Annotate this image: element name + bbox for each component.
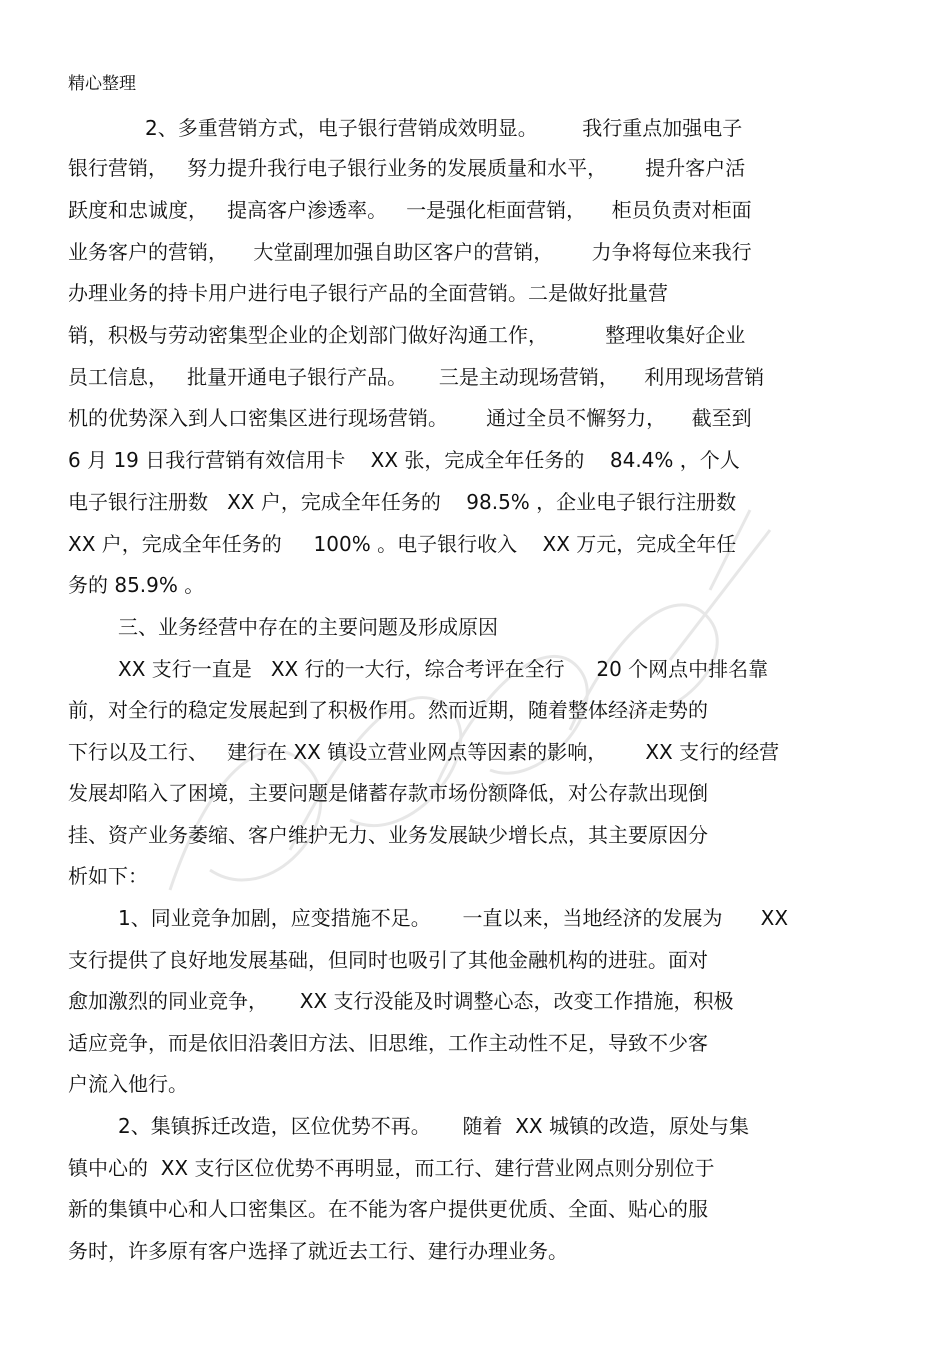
text-line: XX 户，完成全年任务的 100% 。电子银行收入 XX 万元，完成全年任 [68, 532, 737, 556]
page-header: 精心整理 [68, 74, 136, 94]
text-line: 6 月 19 日我行营销有效信用卡 XX 张，完成全年任务的 84.4% ，个人 [68, 448, 740, 472]
text-line: 愈加激烈的同业竞争， XX 支行没能及时调整心态，改变工作措施，积极 [68, 989, 734, 1013]
text-line: 镇中心的 XX 支行区位优势不再明显，而工行、建行营业网点则分别位于 [68, 1156, 715, 1180]
text-line: 下行以及工行、 建行在 XX 镇设立营业网点等因素的影响， XX 支行的经营 [68, 740, 780, 764]
text-line: 2、集镇拆迁改造，区位优势不再。 随着 XX 城镇的改造，原处与集 [118, 1114, 749, 1138]
text-line: 务时，许多原有客户选择了就近去工行、建行办理业务。 [68, 1239, 568, 1263]
text-line: 支行提供了良好地发展基础，但同时也吸引了其他金融机构的进驻。面对 [68, 948, 708, 972]
text-line: 析如下： [68, 864, 148, 888]
text-line: 户流入他行。 [68, 1072, 188, 1096]
text-line: 新的集镇中心和人口密集区。在不能为客户提供更优质、全面、贴心的服 [68, 1197, 708, 1221]
text-line: 机的优势深入到人口密集区进行现场营销。 通过全员不懈努力， 截至到 [68, 406, 752, 430]
text-line: 务的 85.9% 。 [68, 573, 205, 597]
text-line: 销，积极与劳动密集型企业的企划部门做好沟通工作， 整理收集好企业 [68, 323, 746, 347]
text-line: 适应竞争，而是依旧沿袭旧方法、旧思维，工作主动性不足，导致不少客 [68, 1031, 708, 1055]
text-line: 发展却陷入了困境，主要问题是储蓄存款市场份额降低，对公存款出现倒 [68, 781, 708, 805]
text-line: 1、同业竞争加剧，应变措施不足。 一直以来，当地经济的发展为 XX [118, 906, 789, 930]
text-line: 挂、资产业务萎缩、客户维护无力、业务发展缺少增长点，其主要原因分 [68, 823, 708, 847]
text-line: XX 支行一直是 XX 行的一大行，综合考评在全行 20 个网点中排名靠 [118, 657, 769, 681]
text-line: 办理业务的持卡用户进行电子银行产品的全面营销。二是做好批量营 [68, 281, 668, 305]
text-line: 银行营销， 努力提升我行电子银行业务的发展质量和水平， 提升客户活 [68, 156, 746, 180]
section-heading: 三、业务经营中存在的主要问题及形成原因 [118, 615, 498, 639]
text-line: 前，对全行的稳定发展起到了积极作用。然而近期，随着整体经济走势的 [68, 698, 708, 722]
text-line: 员工信息， 批量开通电子银行产品。 三是主动现场营销， 利用现场营销 [68, 365, 765, 389]
text-line: 电子银行注册数 XX 户，完成全年任务的 98.5% ，企业电子银行注册数 [68, 490, 737, 514]
text-line: 跃度和忠诚度， 提高客户渗透率。 一是强化柜面营销， 柜员负责对柜面 [68, 198, 752, 222]
text-line: 业务客户的营销， 大堂副理加强自助区客户的营销， 力争将每位来我行 [68, 240, 752, 264]
text-line: 2、多重营销方式，电子银行营销成效明显。 我行重点加强电子 [145, 116, 743, 140]
